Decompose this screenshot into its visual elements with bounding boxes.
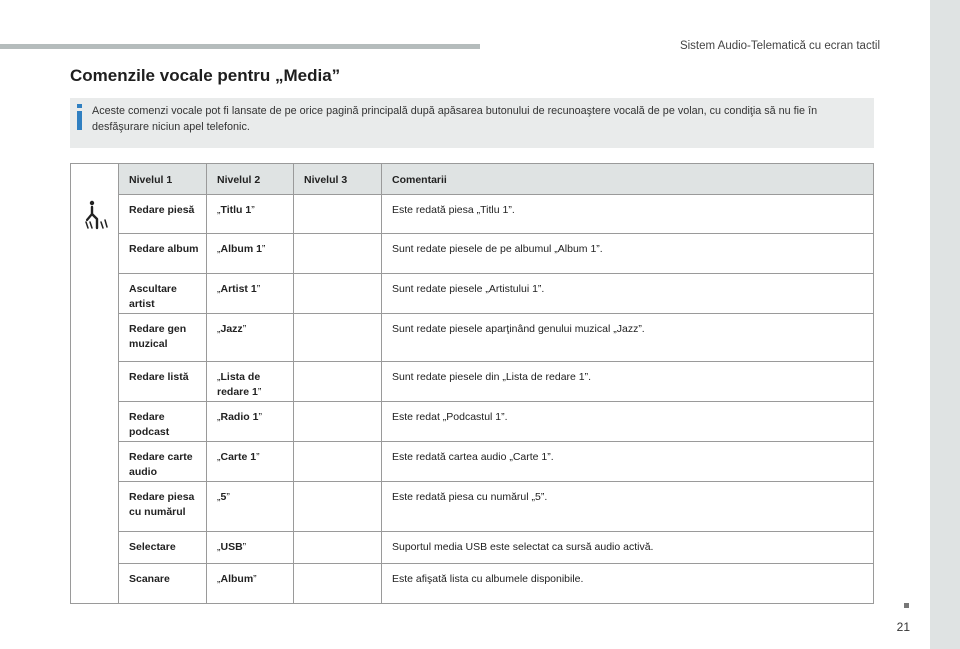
level2-cell: „Radio 1”	[207, 402, 294, 441]
section-title: Sistem Audio-Telematică cu ecran tactil	[679, 40, 880, 52]
table-grid	[119, 164, 873, 603]
table-row	[119, 482, 873, 532]
voice-commands-table	[70, 163, 874, 604]
voice-command-icon	[83, 200, 109, 230]
level3-cell	[294, 314, 382, 361]
table-row	[119, 274, 873, 314]
level1-cell: Redare podcast	[119, 402, 207, 441]
level3-cell	[294, 274, 382, 313]
table-row	[119, 362, 873, 402]
level3-cell	[294, 195, 382, 233]
level2-cell: „Titlu 1”	[207, 195, 294, 233]
level2-cell: „Carte 1”	[207, 442, 294, 481]
header-level-3: Nivelul 3	[294, 164, 382, 194]
table-row	[119, 532, 873, 564]
level1-cell: Redare carte audio	[119, 442, 207, 481]
header-level-2: Nivelul 2	[207, 164, 294, 194]
comment-cell: Sunt redate piesele din „Lista de redare 1”.	[392, 371, 592, 383]
table-row	[119, 314, 873, 362]
comment-cell: Este afişată lista cu albumele disponibile.	[392, 573, 584, 585]
comment-cell: Este redată piesa „Titlu 1”.	[392, 204, 515, 216]
table-row	[119, 195, 873, 234]
table-row	[119, 234, 873, 274]
header-level-1: Nivelul 1	[119, 164, 207, 194]
table-row	[119, 442, 873, 482]
page-marker	[904, 603, 909, 608]
comment-cell: Este redată cartea audio „Carte 1”.	[392, 451, 554, 463]
comment-cell: Sunt redate piesele „Artistului 1”.	[392, 283, 545, 295]
page-title: Comenzile vocale pentru „Media”	[70, 66, 341, 85]
table-row	[119, 564, 873, 603]
level1-cell: Redare gen muzical	[119, 314, 207, 361]
comment-cell: Este redată piesa cu numărul „5”.	[392, 491, 548, 503]
level3-cell	[294, 402, 382, 441]
level1-cell: Ascultare artist	[119, 274, 207, 313]
level3-cell	[294, 564, 382, 603]
comment-cell: Suportul media USB este selectat ca sursă audio activă.	[392, 541, 654, 553]
level2-cell: „5”	[207, 482, 294, 531]
page-number: 21	[896, 620, 910, 634]
header-comments: Comentarii	[392, 174, 447, 186]
comment-cell: Este redat „Podcastul 1”.	[392, 411, 508, 423]
level3-cell	[294, 532, 382, 563]
level1-cell: Selectare	[119, 532, 207, 563]
level2-cell: „Jazz”	[207, 314, 294, 361]
level2-cell: „Album 1”	[207, 234, 294, 273]
level1-cell: Scanare	[119, 564, 207, 603]
comment-cell: Sunt redate piesele aparţinând genului muzical „Jazz”.	[392, 323, 645, 335]
info-icon	[76, 104, 84, 130]
level2-cell: „Lista de redare 1”	[207, 362, 294, 401]
level1-cell: Redare piesa cu numărul	[119, 482, 207, 531]
level1-cell: Redare album	[119, 234, 207, 273]
level3-cell	[294, 442, 382, 481]
level1-cell: Redare listă	[119, 362, 207, 401]
level1-cell: Redare piesă	[119, 195, 207, 233]
level2-cell: „USB”	[207, 532, 294, 563]
table-header-row	[119, 164, 873, 195]
table-row	[119, 402, 873, 442]
icon-column	[71, 164, 119, 603]
comment-cell: Sunt redate piesele de pe albumul „Album 1”.	[392, 243, 603, 255]
header-rule	[0, 44, 480, 49]
level3-cell	[294, 234, 382, 273]
side-strip	[930, 0, 960, 649]
level3-cell	[294, 362, 382, 401]
level2-cell: „Album”	[207, 564, 294, 603]
level2-cell: „Artist 1”	[207, 274, 294, 313]
info-note-text: Aceste comenzi vocale pot fi lansate de pe orice pagină principală după apăsarea butonului de recunoaştere vocală de pe volan, cu condiţia să nu fie în desfăşurare niciun apel telefonic.	[92, 105, 818, 133]
level3-cell	[294, 482, 382, 531]
